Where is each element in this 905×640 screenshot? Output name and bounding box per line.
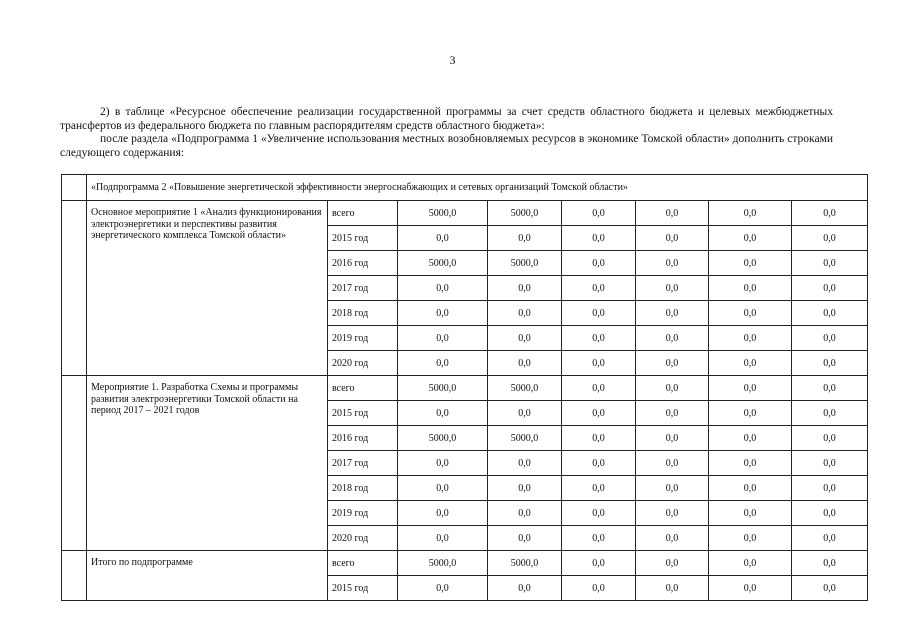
intro-text bbox=[60, 106, 833, 160]
empty-index-cell bbox=[62, 551, 87, 601]
period-cell: 2017 год bbox=[328, 276, 398, 301]
intro-paragraph-2: после раздела «Подпрограмма 1 «Увеличение использования местных возобновляемых ресурсов в экономике Томской области» дополнить строками следующего содержания: bbox=[60, 133, 833, 159]
value-cell: 0,0 bbox=[636, 401, 709, 426]
value-cell: 0,0 bbox=[636, 476, 709, 501]
value-cell: 0,0 bbox=[488, 501, 562, 526]
value-cell: 0,0 bbox=[636, 226, 709, 251]
value-cell: 0,0 bbox=[636, 526, 709, 551]
value-cell: 0,0 bbox=[398, 226, 488, 251]
period-cell: 2017 год bbox=[328, 451, 398, 476]
value-cell: 0,0 bbox=[792, 376, 868, 401]
period-cell: 2015 год bbox=[328, 226, 398, 251]
value-cell: 5000,0 bbox=[398, 426, 488, 451]
period-cell: всего bbox=[328, 376, 398, 401]
value-cell: 0,0 bbox=[488, 301, 562, 326]
value-cell: 0,0 bbox=[709, 351, 792, 376]
value-cell: 0,0 bbox=[709, 476, 792, 501]
value-cell: 5000,0 bbox=[488, 251, 562, 276]
value-cell: 0,0 bbox=[562, 376, 636, 401]
value-cell: 0,0 bbox=[562, 526, 636, 551]
value-cell: 5000,0 bbox=[398, 376, 488, 401]
value-cell: 0,0 bbox=[636, 251, 709, 276]
value-cell: 0,0 bbox=[562, 276, 636, 301]
value-cell: 5000,0 bbox=[488, 426, 562, 451]
value-cell: 0,0 bbox=[562, 251, 636, 276]
value-cell: 0,0 bbox=[792, 426, 868, 451]
period-cell: 2015 год bbox=[328, 401, 398, 426]
empty-index-cell bbox=[62, 376, 87, 551]
value-cell: 5000,0 bbox=[398, 201, 488, 226]
period-cell: 2018 год bbox=[328, 301, 398, 326]
period-cell: 2019 год bbox=[328, 501, 398, 526]
value-cell: 0,0 bbox=[398, 401, 488, 426]
page-number: 3 bbox=[449, 53, 456, 67]
value-cell: 0,0 bbox=[792, 551, 868, 576]
value-cell: 0,0 bbox=[709, 276, 792, 301]
value-cell: 0,0 bbox=[488, 526, 562, 551]
value-cell: 0,0 bbox=[636, 201, 709, 226]
value-cell: 0,0 bbox=[562, 226, 636, 251]
value-cell: 0,0 bbox=[488, 451, 562, 476]
value-cell: 0,0 bbox=[792, 501, 868, 526]
value-cell: 0,0 bbox=[398, 301, 488, 326]
value-cell: 0,0 bbox=[709, 301, 792, 326]
value-cell: 0,0 bbox=[792, 301, 868, 326]
resource-table bbox=[61, 174, 868, 601]
value-cell: 5000,0 bbox=[488, 201, 562, 226]
value-cell: 5000,0 bbox=[398, 251, 488, 276]
subprogram-header: «Подпрограмма 2 «Повышение энергетической эффективности энергоснабжающих и сетевых организаций Томской области» bbox=[87, 175, 868, 201]
table-header-row bbox=[62, 175, 868, 201]
value-cell: 0,0 bbox=[636, 576, 709, 601]
table-row bbox=[62, 376, 868, 401]
value-cell: 0,0 bbox=[562, 401, 636, 426]
value-cell: 0,0 bbox=[792, 201, 868, 226]
value-cell: 0,0 bbox=[488, 351, 562, 376]
value-cell: 0,0 bbox=[792, 576, 868, 601]
value-cell: 0,0 bbox=[709, 526, 792, 551]
intro-paragraph-1: 2) в таблице «Ресурсное обеспечение реализации государственной программы за счет средств областного бюджета и целевых межбюджетных трансфертов из федерального бюджета по главным распорядителям средств областного бюджета»: bbox=[60, 106, 833, 132]
period-cell: 2018 год bbox=[328, 476, 398, 501]
activity-name-cell: Мероприятие 1. Разработка Схемы и программы развития электроэнергетики Томской области на период 2017 – 2021 годов bbox=[87, 376, 328, 551]
value-cell: 0,0 bbox=[488, 226, 562, 251]
value-cell: 0,0 bbox=[709, 226, 792, 251]
value-cell: 0,0 bbox=[792, 401, 868, 426]
empty-index-cell bbox=[62, 201, 87, 376]
value-cell: 0,0 bbox=[636, 301, 709, 326]
value-cell: 0,0 bbox=[398, 476, 488, 501]
value-cell: 0,0 bbox=[636, 551, 709, 576]
table-row bbox=[62, 551, 868, 576]
value-cell: 0,0 bbox=[562, 201, 636, 226]
value-cell: 0,0 bbox=[488, 576, 562, 601]
value-cell: 0,0 bbox=[792, 351, 868, 376]
value-cell: 0,0 bbox=[562, 576, 636, 601]
value-cell: 0,0 bbox=[398, 501, 488, 526]
header-empty-cell bbox=[62, 175, 87, 201]
value-cell: 0,0 bbox=[709, 501, 792, 526]
table-row bbox=[62, 201, 868, 226]
value-cell: 0,0 bbox=[398, 451, 488, 476]
period-cell: всего bbox=[328, 201, 398, 226]
value-cell: 0,0 bbox=[792, 251, 868, 276]
value-cell: 0,0 bbox=[792, 451, 868, 476]
value-cell: 0,0 bbox=[792, 526, 868, 551]
value-cell: 0,0 bbox=[562, 426, 636, 451]
period-cell: 2020 год bbox=[328, 351, 398, 376]
value-cell: 0,0 bbox=[636, 326, 709, 351]
value-cell: 0,0 bbox=[562, 451, 636, 476]
value-cell: 0,0 bbox=[636, 451, 709, 476]
value-cell: 0,0 bbox=[488, 476, 562, 501]
period-cell: 2015 год bbox=[328, 576, 398, 601]
value-cell: 0,0 bbox=[792, 226, 868, 251]
value-cell: 0,0 bbox=[562, 326, 636, 351]
value-cell: 0,0 bbox=[562, 351, 636, 376]
period-cell: 2016 год bbox=[328, 251, 398, 276]
value-cell: 0,0 bbox=[562, 301, 636, 326]
value-cell: 0,0 bbox=[398, 576, 488, 601]
value-cell: 0,0 bbox=[488, 276, 562, 301]
value-cell: 5000,0 bbox=[488, 376, 562, 401]
period-cell: 2016 год bbox=[328, 426, 398, 451]
value-cell: 0,0 bbox=[636, 426, 709, 451]
value-cell: 0,0 bbox=[709, 426, 792, 451]
value-cell: 0,0 bbox=[562, 551, 636, 576]
value-cell: 0,0 bbox=[709, 451, 792, 476]
value-cell: 0,0 bbox=[709, 551, 792, 576]
value-cell: 0,0 bbox=[709, 201, 792, 226]
value-cell: 0,0 bbox=[488, 326, 562, 351]
value-cell: 0,0 bbox=[709, 376, 792, 401]
value-cell: 0,0 bbox=[709, 251, 792, 276]
period-cell: 2020 год bbox=[328, 526, 398, 551]
value-cell: 0,0 bbox=[792, 476, 868, 501]
value-cell: 0,0 bbox=[792, 276, 868, 301]
value-cell: 0,0 bbox=[709, 576, 792, 601]
period-cell: всего bbox=[328, 551, 398, 576]
value-cell: 0,0 bbox=[562, 476, 636, 501]
value-cell: 0,0 bbox=[636, 276, 709, 301]
value-cell: 0,0 bbox=[709, 326, 792, 351]
period-cell: 2019 год bbox=[328, 326, 398, 351]
value-cell: 0,0 bbox=[562, 501, 636, 526]
value-cell: 5000,0 bbox=[488, 551, 562, 576]
value-cell: 5000,0 bbox=[398, 551, 488, 576]
value-cell: 0,0 bbox=[398, 276, 488, 301]
value-cell: 0,0 bbox=[398, 326, 488, 351]
activity-name-cell: Итого по подпрограмме bbox=[87, 551, 328, 601]
activity-name-cell: Основное мероприятие 1 «Анализ функционирования электроэнергетики и перспективы развития энергетического комплекса Томской области» bbox=[87, 201, 328, 376]
value-cell: 0,0 bbox=[636, 501, 709, 526]
value-cell: 0,0 bbox=[636, 351, 709, 376]
value-cell: 0,0 bbox=[488, 401, 562, 426]
value-cell: 0,0 bbox=[398, 351, 488, 376]
value-cell: 0,0 bbox=[709, 401, 792, 426]
value-cell: 0,0 bbox=[636, 376, 709, 401]
value-cell: 0,0 bbox=[398, 526, 488, 551]
value-cell: 0,0 bbox=[792, 326, 868, 351]
